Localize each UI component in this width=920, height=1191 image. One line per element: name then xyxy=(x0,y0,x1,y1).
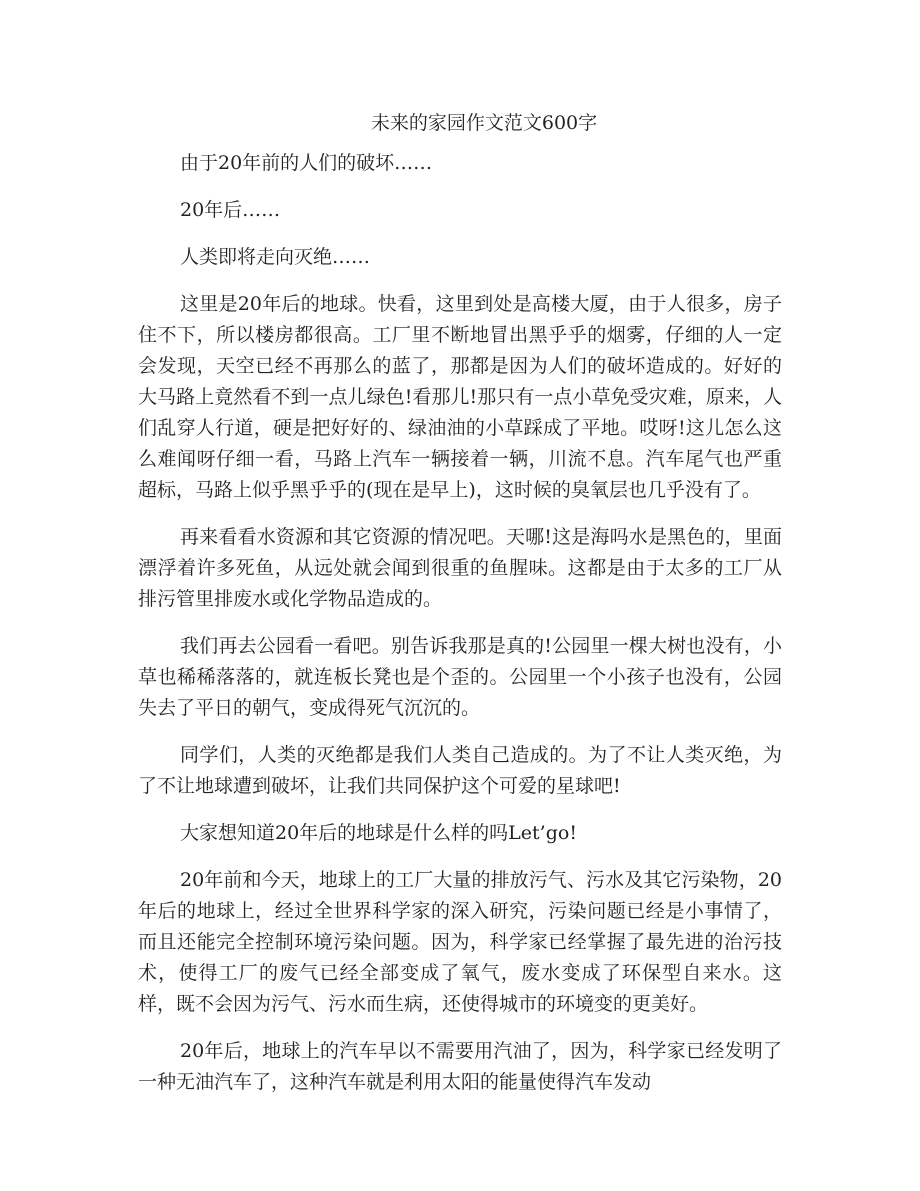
document-page xyxy=(138,108,782,1114)
paragraph-3: 人类即将走向灭绝…… xyxy=(180,246,371,268)
paragraph-1: 由于20年前的人们的破坏…… xyxy=(180,152,433,174)
paragraph-2: 20年后…… xyxy=(180,199,281,221)
paragraph-9: 20年前和今天，地球上的工厂大量的排放污气、污水及其它污染物，20年后的地球上，经过全世界科学家的深入研究，污染问题已经是小事情了，而且还能完全控制环境污染问题。因为，科学家已经掌握了最先进的治污技术，使得工厂的废气已经全部变成了氧气，废水变成了环保型自来水。这样，既不会因为污气、污水而生病，还使得城市的环境变的更美好。 xyxy=(138,869,782,1015)
paragraph-10: 20年后，地球上的汽车早以不需要用汽油了，因为，科学家已经发明了一种无油汽车了，这种汽车就是利用太阳的能量使得汽车发动 xyxy=(138,1040,782,1093)
paragraph-7: 同学们，人类的灭绝都是我们人类自己造成的。为了不让人类灭绝，为了不让地球遭到破坏，让我们共同保护这个可爱的星球吧! xyxy=(138,744,782,797)
paragraph-6: 我们再去公园看一看吧。别告诉我那是真的!公园里一棵大树也没有，小草也稀稀落落的，就连板长凳也是个歪的。公园里一个小孩子也没有，公园失去了平日的朝气，变成得死气沉沉的。 xyxy=(138,635,782,719)
paragraph-8: 大家想知道20年后的地球是什么样的吗Let’go! xyxy=(180,822,577,844)
paragraph-4: 这里是20年后的地球。快看，这里到处是高楼大厦，由于人很多，房子住不下，所以楼房都很高。工厂里不断地冒出黑乎乎的烟雾，仔细的人一定会发现，天空已经不再那么的蓝了，那都是因为人们的破坏造成的。好好的大马路上竟然看不到一点儿绿色!看那儿!那只有一点小草免受灾难，原来，人们乱穿人行道，硬是把好好的、绿油油的小草踩成了平地。哎呀!这儿怎么这么难闻呀仔细一看，马路上汽车一辆接着一辆，川流不息。汽车尾气也严重超标，马路上似乎黑乎乎的(现在是早上)，这时候的臭氧层也几乎没有了。 xyxy=(138,293,782,501)
paragraph-5: 再来看看水资源和其它资源的情况吧。天哪!这是海吗水是黑色的，里面漂浮着许多死鱼，从远处就会闻到很重的鱼腥味。这都是由于太多的工厂从排污管里排废水或化学物品造成的。 xyxy=(138,526,782,610)
document-title: 未来的家园作文范文600字 xyxy=(370,112,598,134)
